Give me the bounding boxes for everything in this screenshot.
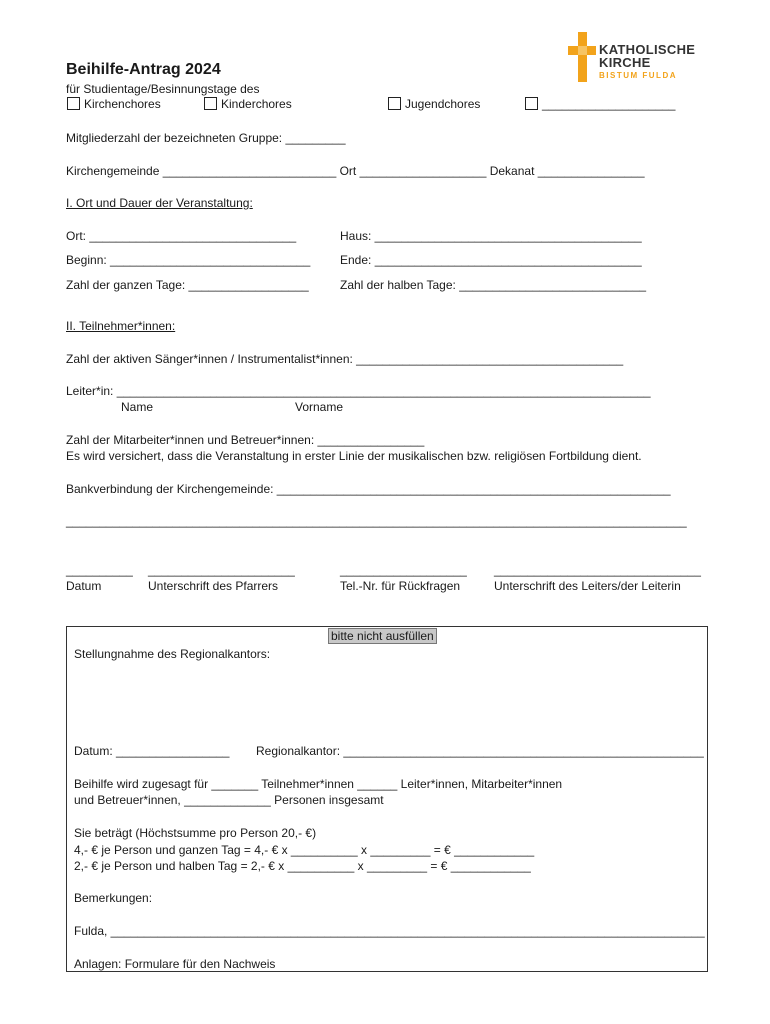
section2-heading: II. Teilnehmer*innen: <box>66 319 176 333</box>
cross-icon <box>568 32 596 82</box>
gemeinde-field[interactable]: Kirchengemeinde __________________________ Ort ___________________ Dekanat ________________ <box>66 164 645 178</box>
halbe-tage-field[interactable]: Zahl der halben Tage: ____________________________ <box>340 278 647 292</box>
anlagen-text: Anlagen: Formulare für den Nachweis <box>74 957 276 971</box>
mitglieder-field[interactable]: Mitgliederzahl der bezeichneten Gruppe: _________ <box>66 131 346 145</box>
section1-heading: I. Ort und Dauer der Veranstaltung: <box>66 196 253 210</box>
name-caption: Name <box>121 400 154 414</box>
aktive-field[interactable]: Zahl der aktiven Sänger*innen / Instrumentalist*innen: ________________________________________ <box>66 352 624 366</box>
haus-field[interactable]: Haus: ________________________________________ <box>340 229 642 243</box>
kirchenchor-checkbox[interactable] <box>67 97 80 110</box>
ende-field[interactable]: Ende: ________________________________________ <box>340 253 642 267</box>
sig-line-leiter[interactable]: _______________________________ <box>494 563 701 577</box>
office-datum-field[interactable]: Datum: _________________ <box>74 744 230 758</box>
ganzer-tag-calc[interactable]: 4,- € je Person und ganzen Tag = 4,- € x __________ x _________ = € ____________ <box>74 843 535 857</box>
group-jugendchor <box>388 97 480 111</box>
bemerkungen-label: Bemerkungen: <box>74 891 153 905</box>
do-not-fill-stamp: bitte nicht ausfüllen <box>328 628 437 644</box>
bank-field[interactable]: Bankverbindung der Kirchengemeinde: ___________________________________________________________ <box>66 482 671 496</box>
group-kirchenchor <box>67 97 161 111</box>
group-other <box>525 97 675 111</box>
mitarbeiter-field[interactable]: Zahl der Mitarbeiter*innen und Betreuer*innen: ________________ <box>66 433 425 447</box>
group-kinderchor <box>204 97 292 111</box>
sig-pfarrer-label: Unterschrift des Pfarrers <box>148 579 279 593</box>
kirchenchor-label: Kirchenchores <box>84 97 161 111</box>
page-title: Beihilfe-Antrag 2024 <box>66 61 221 78</box>
sig-leiter-label: Unterschrift des Leiters/der Leiterin <box>494 579 681 593</box>
stellungnahme-label: Stellungnahme des Regionalkantors: <box>74 647 271 661</box>
logo <box>568 32 708 84</box>
sig-line-pfarrer[interactable]: ______________________ <box>148 563 295 577</box>
sig-line-tel[interactable]: ___________________ <box>340 563 467 577</box>
fulda-field[interactable]: Fulda, _________________________________________________________________________________________ <box>74 924 705 938</box>
jugendchor-label: Jugendchores <box>405 97 481 111</box>
logo-line-3: BISTUM FULDA <box>599 71 677 80</box>
other-checkbox[interactable] <box>525 97 538 110</box>
betrag-text: Sie beträgt (Höchstsumme pro Person 20,- €) <box>74 826 317 840</box>
halber-tag-calc[interactable]: 2,- € je Person und halben Tag = 2,- € x __________ x _________ = € ____________ <box>74 859 531 873</box>
vorname-caption: Vorname <box>295 400 344 414</box>
subtitle: für Studientage/Besinnungstage des <box>66 82 260 96</box>
bank-field-line2[interactable]: _____________________________________________________________________________________________ <box>66 514 687 528</box>
other-field[interactable]: ____________________ <box>542 97 676 111</box>
logo-line-2: KIRCHE <box>599 55 651 70</box>
zugesagt-line1[interactable]: Beihilfe wird zugesagt für _______ Teilnehmer*innen ______ Leiter*innen, Mitarbeiter*innen <box>74 777 563 791</box>
ort-field[interactable]: Ort: _______________________________ <box>66 229 297 243</box>
ganze-tage-field[interactable]: Zahl der ganzen Tage: __________________ <box>66 278 309 292</box>
kinderchor-checkbox[interactable] <box>204 97 217 110</box>
regionalkantor-field[interactable]: Regionalkantor: ______________________________________________________ <box>256 744 704 758</box>
kinderchor-label: Kinderchores <box>221 97 292 111</box>
jugendchor-checkbox[interactable] <box>388 97 401 110</box>
leiter-field[interactable]: Leiter*in: ________________________________________________________________________________ <box>66 384 651 398</box>
sig-datum-label: Datum <box>66 579 102 593</box>
logo-line-1: KATHOLISCHE <box>599 42 696 57</box>
versicherung-text: Es wird versichert, dass die Veranstaltung in erster Linie der musikalischen bzw. religiösen Fortbildung dient. <box>66 449 642 463</box>
beginn-field[interactable]: Beginn: ______________________________ <box>66 253 311 267</box>
zugesagt-line2[interactable]: und Betreuer*innen, _____________ Personen insgesamt <box>74 793 384 807</box>
sig-tel-label: Tel.-Nr. für Rückfragen <box>340 579 461 593</box>
sig-line-datum[interactable]: __________ <box>66 563 133 577</box>
